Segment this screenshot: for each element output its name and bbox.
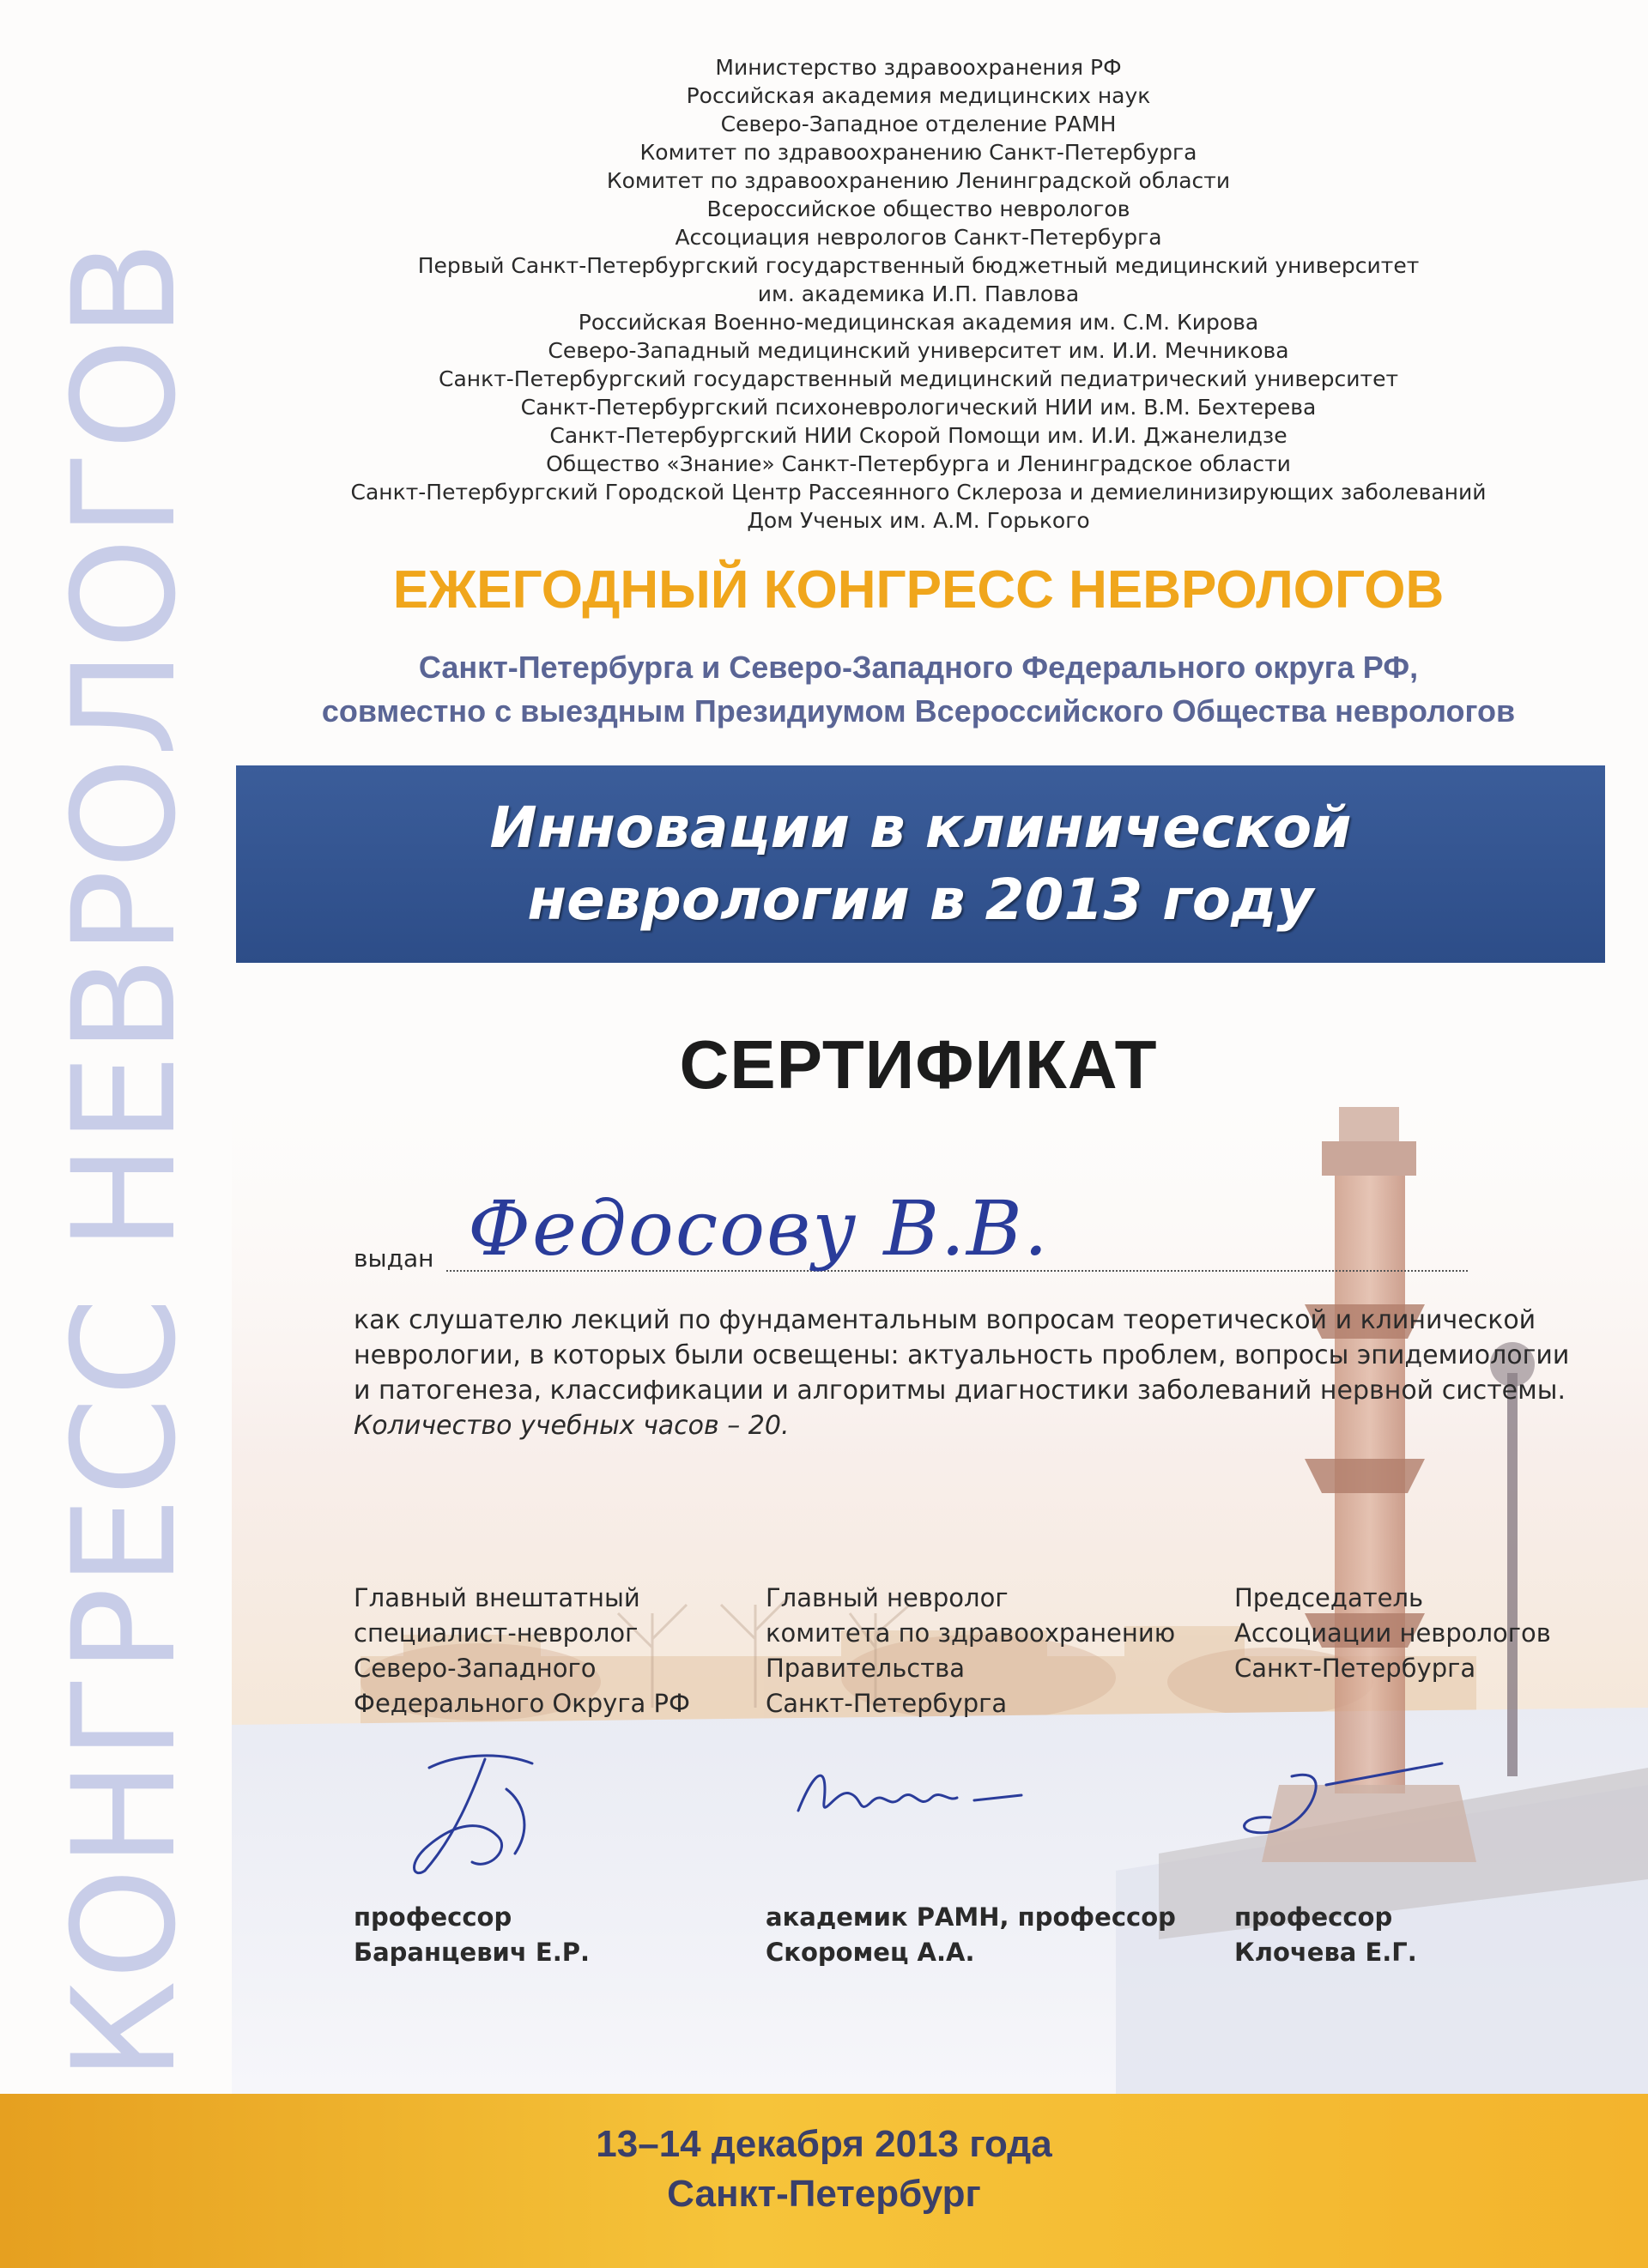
description-line: как слушателю лекций по фундаментальным вопросам теоретической и клинической <box>354 1305 1536 1335</box>
signatory-title: профессор <box>354 1902 512 1932</box>
role-line: Председатель <box>1234 1583 1424 1612</box>
recipient-handwritten-name <box>468 1184 1154 1279</box>
signature-baranzevich <box>403 1742 566 1888</box>
congress-subtitle <box>258 645 1579 733</box>
signatory-person <box>1234 1900 1417 1970</box>
organizer-line: Санкт-Петербургский Городской Центр Рассеянного Склероза и демиелинизирующих заболеваний <box>350 480 1487 505</box>
organizer-line: Министерство здравоохранения РФ <box>715 55 1122 80</box>
organizer-line: Общество «Знание» Санкт-Петербурга и Ленинградское области <box>546 451 1291 476</box>
role-line: Северо-Западного <box>354 1654 597 1683</box>
organizer-line: Северо-Западный медицинский университет им. И.И. Мечникова <box>548 338 1289 363</box>
role-line: Санкт-Петербурга <box>766 1689 1008 1718</box>
signatory-person <box>354 1900 590 1970</box>
role-line: специалист-невролог <box>354 1618 639 1648</box>
event-date-place <box>0 2120 1648 2219</box>
signatory-baranzevich <box>354 1581 690 1967</box>
organizer-line: им. академика И.П. Павлова <box>757 281 1080 306</box>
signatory-name: Баранцевич Е.Р. <box>354 1938 590 1967</box>
signatory-role <box>354 1581 690 1721</box>
role-line: Главный внештатный <box>354 1583 640 1612</box>
banner-line: Инновации в клинической <box>489 795 1352 861</box>
organizers-list <box>258 53 1579 535</box>
organizer-line: Ассоциация неврологов Санкт-Петербурга <box>675 225 1162 250</box>
role-line: Ассоциации неврологов <box>1234 1618 1551 1648</box>
congress-subtitle-line: Санкт-Петербурга и Северо-Западного Федерального округа РФ, <box>418 650 1419 685</box>
organizer-line: Российская Военно-медицинская академия им. С.М. Кирова <box>578 310 1259 335</box>
signature-klocheva <box>1227 1751 1485 1854</box>
signatory-name: Клочева Е.Г. <box>1234 1938 1417 1967</box>
certificate-heading: СЕРТИФИКАТ <box>679 1026 1158 1103</box>
event-dates: 13–14 декабря 2013 года <box>596 2123 1052 2165</box>
signatory-role <box>766 1581 1175 1721</box>
congress-title: ЕЖЕГОДНЫЙ КОНГРЕСС НЕВРОЛОГОВ <box>392 560 1445 620</box>
signature-skoromets <box>790 1751 1039 1845</box>
congress-subtitle-line: совместно с выездным Президиумом Всероссийского Общества неврологов <box>321 693 1516 729</box>
organizer-line: Первый Санкт-Петербургский государственный бюджетный медицинский университет <box>417 253 1420 278</box>
signatory-name: Скоромец А.А. <box>766 1938 975 1967</box>
description-line: неврологии, в которых были освещены: актуальность проблем, вопросы эпидемиологии <box>354 1340 1570 1370</box>
role-line: Правительства <box>766 1654 965 1683</box>
organizer-line: Комитет по здравоохранению Санкт-Петербурга <box>639 140 1197 165</box>
vertical-watermark-text: КОНГРЕСС НЕВРОЛОГОВ <box>42 239 207 2081</box>
issued-label: выдан <box>354 1244 434 1273</box>
study-hours: Количество учебных часов – 20. <box>354 1411 790 1441</box>
organizer-line: Северо-Западное отделение РАМН <box>720 112 1117 136</box>
organizer-line: Всероссийское общество неврологов <box>706 197 1130 221</box>
signatory-title: академик РАМН, профессор <box>766 1902 1176 1932</box>
signatory-role <box>1234 1581 1551 1686</box>
organizer-line: Санкт-Петербургский государственный медицинский педиатрический университет <box>438 366 1399 391</box>
signatory-skoromets <box>766 1581 1176 1967</box>
organizer-line: Дом Ученых им. А.М. Горького <box>747 508 1090 533</box>
signatory-klocheva <box>1234 1581 1551 1967</box>
organizer-line: Российская академия медицинских наук <box>686 83 1151 108</box>
recipient-name-text: Федосову В.В. <box>468 1184 1050 1273</box>
theme-banner <box>236 765 1605 963</box>
signatory-title: профессор <box>1234 1902 1393 1932</box>
role-line: Федерального Округа РФ <box>354 1689 690 1718</box>
organizer-line: Санкт-Петербургский НИИ Скорой Помощи им. И.И. Джанелидзе <box>549 423 1288 448</box>
organizer-line: Санкт-Петербургский психоневрологический НИИ им. В.М. Бехтерева <box>520 395 1317 420</box>
event-city: Санкт-Петербург <box>667 2173 981 2215</box>
role-line: комитета по здравоохранению <box>766 1618 1176 1648</box>
signatory-person <box>766 1900 1176 1970</box>
certificate-description <box>354 1303 1572 1443</box>
banner-line: неврологии в 2013 году <box>527 867 1314 933</box>
role-line: Главный невролог <box>766 1583 1009 1612</box>
description-line: и патогенеза, классификации и алгоритмы диагностики заболеваний нервной системы. <box>354 1376 1566 1406</box>
organizer-line: Комитет по здравоохранению Ленинградской области <box>606 168 1231 193</box>
role-line: Санкт-Петербурга <box>1234 1654 1476 1683</box>
